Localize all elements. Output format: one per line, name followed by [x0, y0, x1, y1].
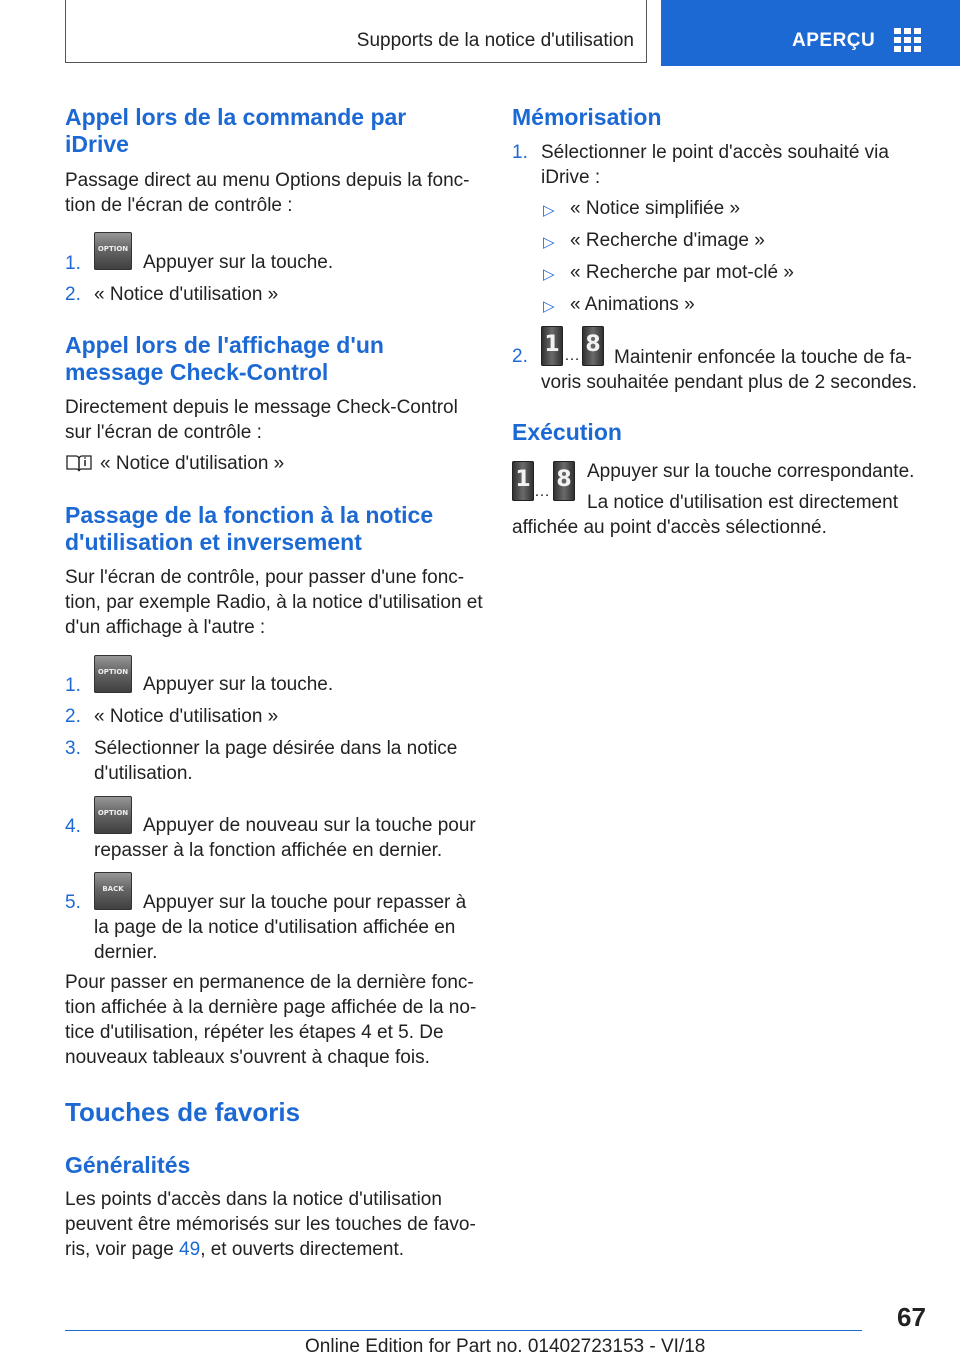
list-item: « Notice simplifiée »	[570, 198, 741, 219]
section-title: message Check-Control	[65, 359, 329, 385]
chapter-title: Touches de favoris	[65, 1097, 301, 1127]
step-number: 5.	[65, 892, 81, 913]
page-number: 67	[897, 1302, 926, 1332]
section-title: d'utilisation et inversement	[65, 529, 362, 555]
option-button-icon: OPTION	[94, 232, 132, 270]
header-title: Supports de la notice d'utilisation	[356, 30, 634, 51]
section-title: Passage de la fonction à la notice	[65, 502, 434, 528]
step-text: Appuyer de nouveau sur la touche pour	[143, 815, 476, 836]
step-text: repasser à la fonction affichée en dernier.	[94, 840, 443, 861]
option-button-icon: OPTION	[94, 796, 132, 834]
step-text: « Notice d'utilisation »	[94, 706, 279, 727]
paragraph-line: ris, voir page 49, et ouverts directement.	[65, 1239, 405, 1260]
section-title: Exécution	[512, 419, 622, 445]
favorite-key-8-icon: 8	[553, 461, 575, 501]
bullet-triangle-icon: ▷	[543, 234, 555, 251]
step-number: 3.	[65, 738, 81, 759]
step-number: 2.	[65, 284, 81, 305]
step-number: 1.	[65, 253, 81, 274]
paragraph-line: tion de l'écran de contrôle :	[65, 195, 293, 216]
paragraph-line: Pour passer en permanence de la dernière fonc‐	[65, 972, 474, 993]
paragraph-line: sur l'écran de contrôle :	[65, 422, 262, 443]
paragraph-line: Passage direct au menu Options depuis la fonc‐	[65, 170, 470, 191]
section-title: iDrive	[65, 131, 129, 157]
paragraph-line: peuvent être mémorisés sur les touches de favo‐	[65, 1214, 476, 1235]
paragraph-line: tion affichée à la dernière page affichée de la no‐	[65, 997, 477, 1018]
step-text: « Notice d'utilisation »	[94, 284, 279, 305]
paragraph-line: La notice d'utilisation est directement	[587, 492, 898, 513]
favorite-key-8-icon: 8	[582, 326, 604, 366]
step-text: Appuyer sur la touche.	[143, 674, 334, 695]
section-title: Mémorisation	[512, 104, 662, 130]
step-text: Maintenir enfoncée la touche de fa‐	[614, 347, 912, 368]
list-item: « Recherche par mot-clé »	[570, 262, 794, 283]
bullet-triangle-icon: ▷	[543, 202, 555, 219]
bullet-triangle-icon: ▷	[543, 266, 555, 283]
section-title: Appel lors de l'affichage d'un	[65, 332, 384, 358]
paragraph-line: Directement depuis le message Check-Control	[65, 397, 458, 418]
paragraph-line: tion, par exemple Radio, à la notice d'utilisation et	[65, 592, 483, 613]
paragraph-line: Appuyer sur la touche correspondante.	[587, 461, 915, 482]
footer-edition: Online Edition for Part no. 01402723153 - VI/18	[305, 1336, 706, 1357]
list-item: « Recherche d'image »	[570, 230, 765, 251]
step-text: dernier.	[94, 942, 158, 963]
section-title: Appel lors de la commande par	[65, 104, 407, 130]
ellipsis: …	[564, 347, 580, 364]
step-text: Sélectionner le point d'accès souhaité via	[541, 142, 889, 163]
header-title-box	[65, 0, 647, 63]
step-number: 4.	[65, 816, 81, 837]
favorite-key-1-icon: 1	[541, 326, 563, 366]
paragraph-line: Sur l'écran de contrôle, pour passer d'une fonc‐	[65, 567, 465, 588]
option-button-icon: OPTION	[94, 655, 132, 693]
favorite-key-1-icon: 1	[512, 461, 534, 501]
back-button-icon: BACK	[94, 872, 132, 910]
paragraph-line: Les points d'accès dans la notice d'utilisation	[65, 1189, 442, 1210]
icon-caption: « Notice d'utilisation »	[100, 453, 285, 474]
step-text: voris souhaitée pendant plus de 2 secondes.	[541, 372, 918, 393]
step-text: d'utilisation.	[94, 763, 193, 784]
step-text: Sélectionner la page désirée dans la notice	[94, 738, 458, 759]
step-number: 2.	[65, 706, 81, 727]
step-text: iDrive :	[541, 167, 601, 188]
footer-divider	[65, 1330, 862, 1331]
section-title: Généralités	[65, 1152, 191, 1178]
step-text: la page de la notice d'utilisation affichée en	[94, 917, 456, 938]
step-number: 2.	[512, 346, 528, 367]
paragraph-line: nouveaux tableaux s'ouvrent à chaque fois.	[65, 1047, 430, 1068]
paragraph-line: affichée au point d'accès sélectionné.	[512, 517, 827, 538]
step-number: 1.	[512, 142, 528, 163]
ellipsis: …	[534, 483, 550, 500]
page-link[interactable]: 49	[179, 1239, 201, 1260]
step-number: 1.	[65, 675, 81, 696]
paragraph-line: tice d'utilisation, répéter les étapes 4 et 5. De	[65, 1022, 444, 1043]
overview-tab-label: APERÇU	[792, 30, 876, 51]
book-icon	[66, 453, 92, 473]
step-text: Appuyer sur la touche.	[143, 252, 334, 273]
grid-icon	[894, 28, 922, 52]
list-item: « Animations »	[570, 294, 695, 315]
bullet-triangle-icon: ▷	[543, 298, 555, 315]
overview-tab[interactable]	[661, 0, 960, 66]
step-text: Appuyer sur la touche pour repasser à	[143, 892, 467, 913]
paragraph-line: d'un affichage à l'autre :	[65, 617, 266, 638]
